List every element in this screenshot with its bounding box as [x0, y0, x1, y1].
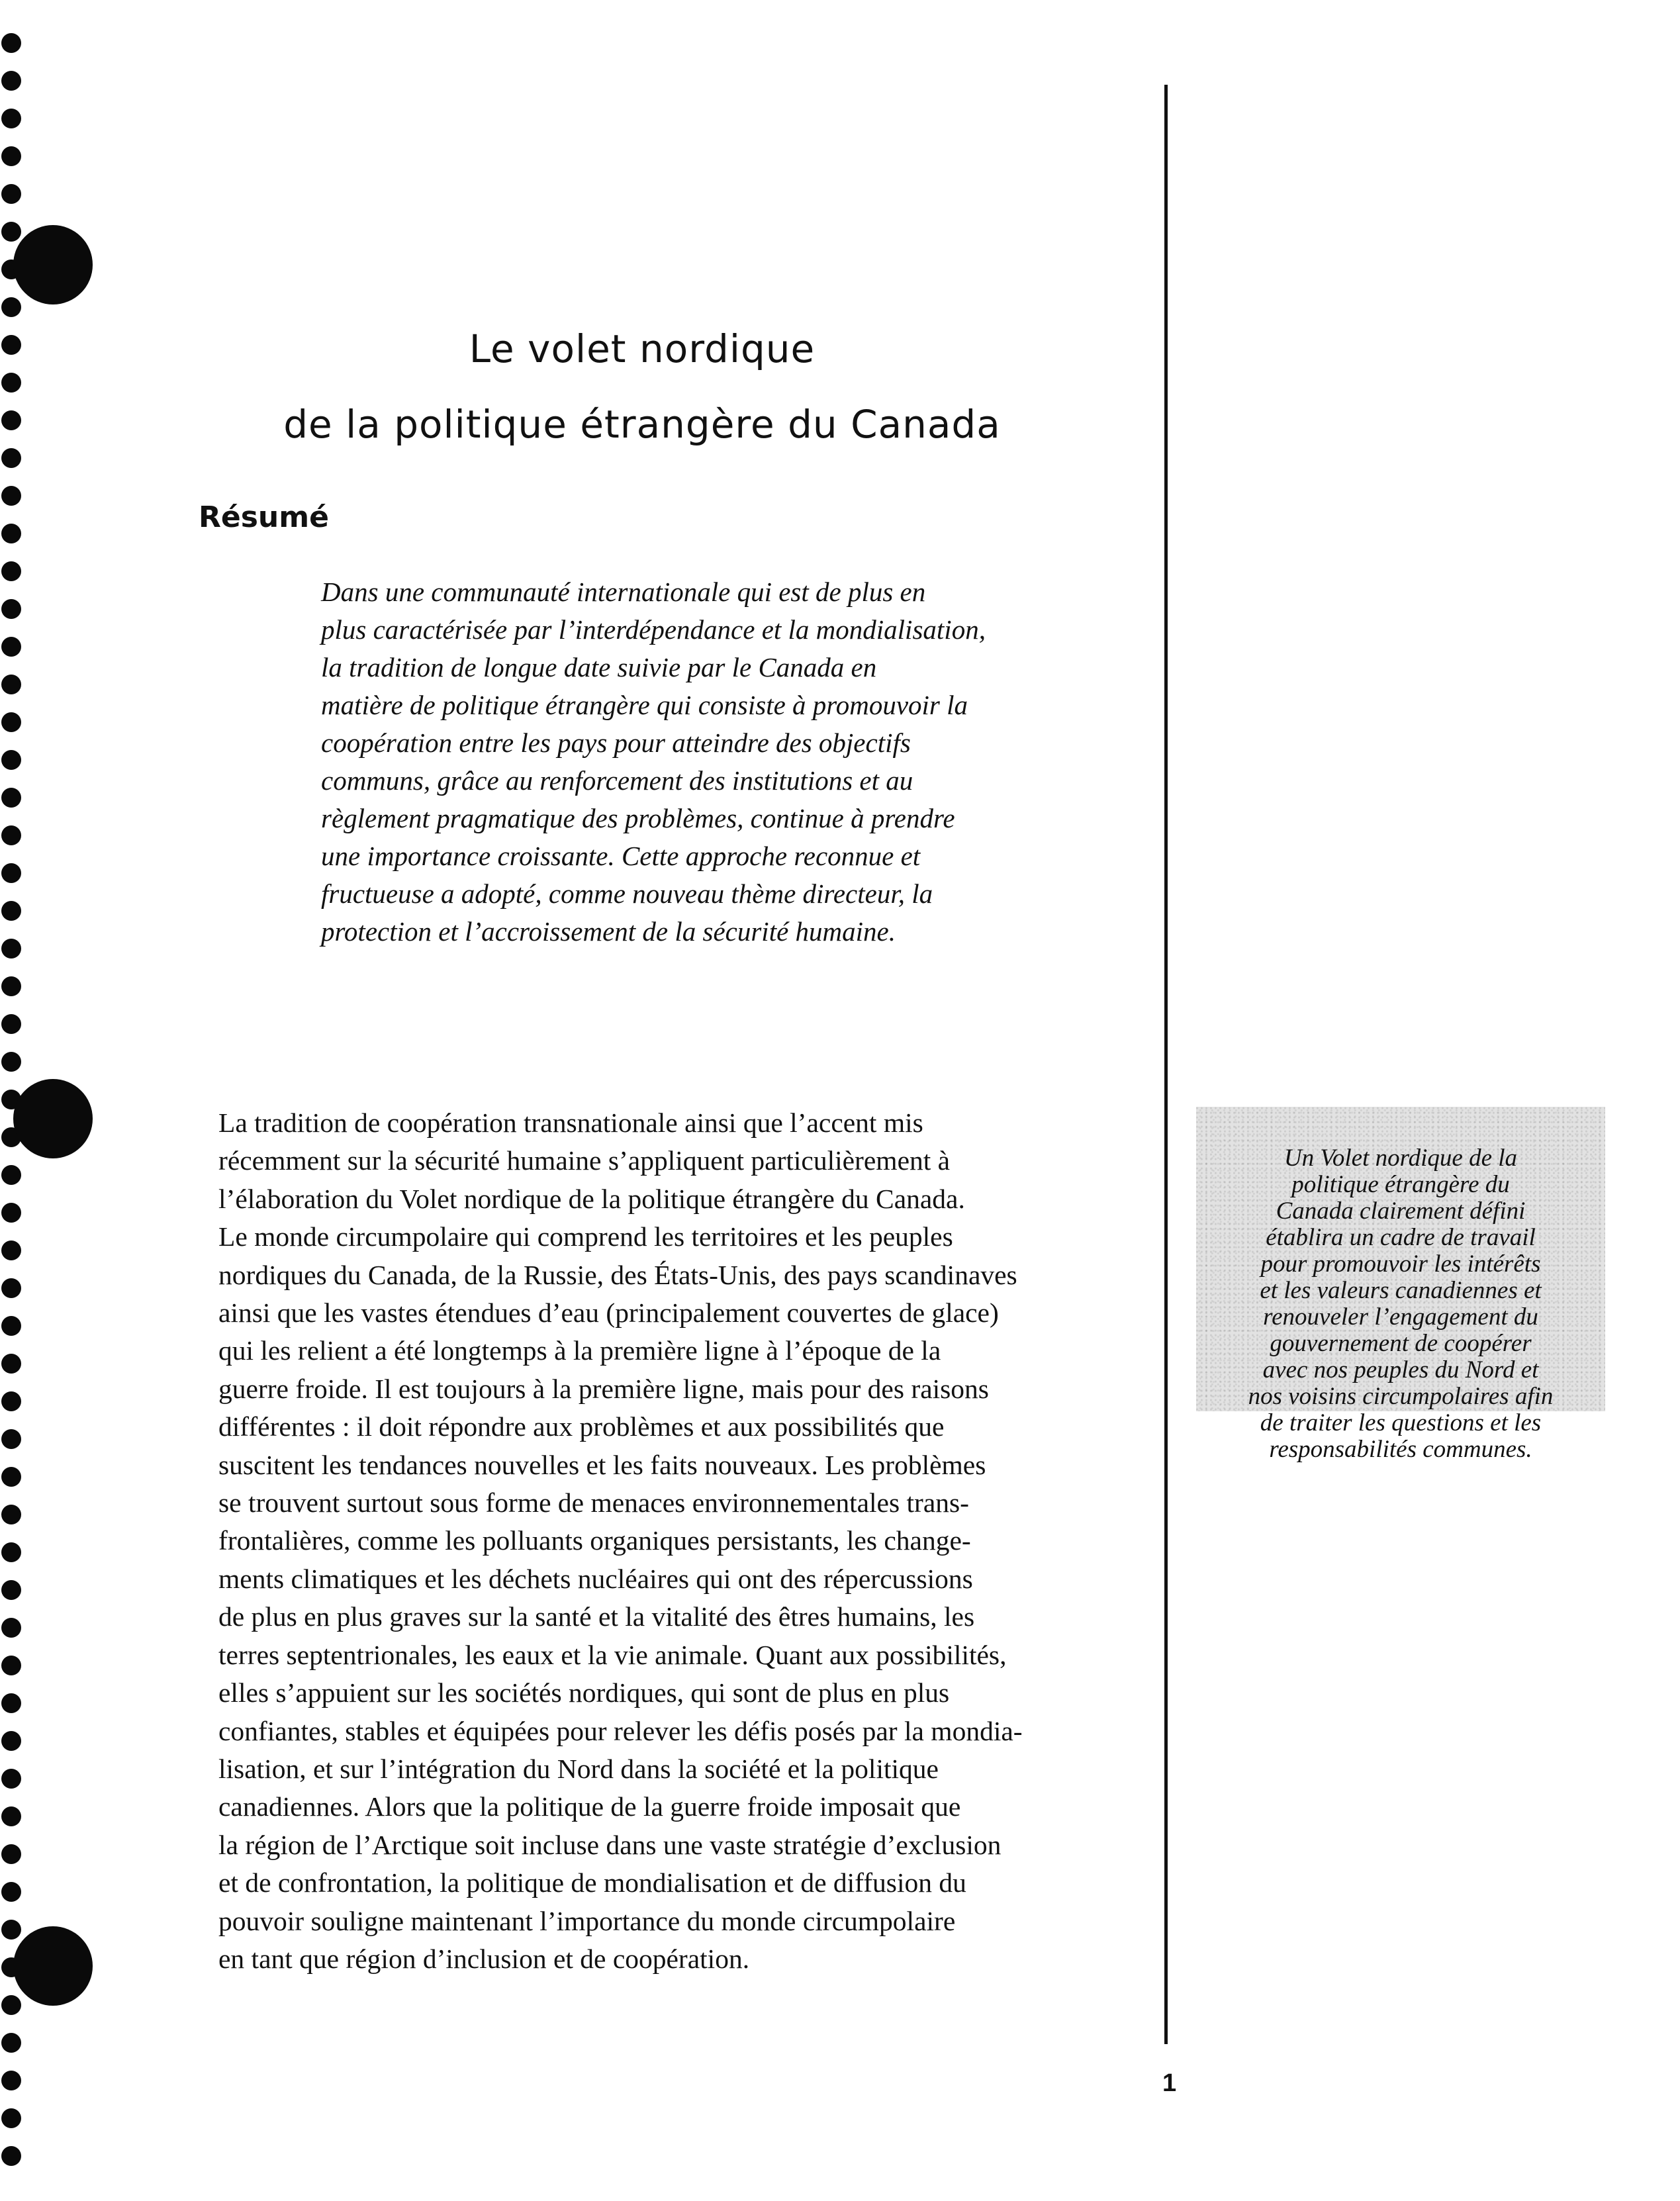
binding-hole [1, 1505, 21, 1524]
pull-quote-line: politique étrangère du [1291, 1171, 1510, 1198]
summary-line: protection et l’accroissement de la sécurité humaine. [321, 916, 896, 947]
body-line: suscitent les tendances nouvelles et les faits nouveaux. Les problèmes [218, 1449, 986, 1480]
binding-hole [1, 2071, 21, 2090]
binding-hole [1, 1618, 21, 1638]
body-line: différentes : il doit répondre aux problèmes et aux possibilités que [218, 1411, 945, 1442]
body-line: de plus en plus graves sur la santé et la vitalité des êtres humains, les [218, 1601, 975, 1632]
binding-hole [1, 2108, 21, 2128]
summary-line: la tradition de longue date suivie par le Canada en [321, 652, 877, 682]
body-line: nordiques du Canada, de la Russie, des États-Unis, des pays scandinaves [218, 1259, 1017, 1290]
body-line: ainsi que les vastes étendues d’eau (principalement couvertes de glace) [218, 1297, 999, 1329]
title-line-1: Le volet nordique [469, 326, 816, 371]
binding-hole [1, 184, 21, 204]
binding-hole [1, 712, 21, 732]
page-number: 1 [1162, 2069, 1177, 2097]
binding-hole [1, 1316, 21, 1336]
pull-quote-line: Canada clairement défini [1276, 1197, 1526, 1225]
page-title [225, 311, 1059, 462]
binding-hole [1, 788, 21, 808]
binding-hole [1, 1656, 21, 1675]
binding-hole [1, 1882, 21, 1902]
binding-hole [1, 1429, 21, 1449]
binding-hole [1, 524, 21, 543]
binding-hole [1, 1278, 21, 1298]
summary-line: matière de politique étrangère qui consiste à promouvoir la [321, 690, 968, 720]
binding-hole [1, 1769, 21, 1789]
binding-hole [1, 825, 21, 845]
pull-quote-line: avec nos peuples du Nord et [1262, 1356, 1539, 1383]
binding-hole [1, 410, 21, 430]
binding-hole [1, 976, 21, 996]
summary-line: plus caractérisée par l’interdépendance et la mondialisation, [321, 614, 986, 645]
binding-hole [1, 1052, 21, 1072]
binding-hole [1, 599, 21, 619]
binding-hole [1, 750, 21, 770]
summary-line: règlement pragmatique des problèmes, continue à prendre [321, 803, 955, 833]
summary-paragraph [321, 573, 1043, 951]
body-line: terres septentrionales, les eaux et la vie animale. Quant aux possibilités, [218, 1639, 1007, 1670]
binding-hole [1, 1995, 21, 2015]
pull-quote-text [1203, 1145, 1599, 1463]
body-line: l’élaboration du Volet nordique de la politique étrangère du Canada. [218, 1183, 965, 1214]
pull-quote-line: de traiter les questions et les [1260, 1409, 1542, 1436]
binding-hole [1, 373, 21, 393]
binding-hole [1, 901, 21, 921]
binding-hole-large [13, 1079, 93, 1158]
binding-hole [1, 71, 21, 91]
body-line: canadiennes. Alors que la politique de la guerre froide imposait que [218, 1791, 961, 1822]
pull-quote-line: Un Volet nordique de la [1283, 1145, 1518, 1172]
pull-quote-line: pour promouvoir les intérêts [1260, 1250, 1541, 1278]
binding-hole [1, 1203, 21, 1223]
summary-line: communs, grâce au renforcement des institutions et au [321, 765, 913, 796]
body-line: et de confrontation, la politique de mondialisation et de diffusion du [218, 1867, 966, 1898]
body-line: se trouvent surtout sous forme de menaces environnementales trans- [218, 1487, 969, 1519]
pull-quote-line: responsabilités communes. [1269, 1436, 1532, 1463]
summary-line: fructueuse a adopté, comme nouveau thème directeur, la [321, 878, 933, 909]
binding-hole [1, 448, 21, 468]
body-paragraph [218, 1104, 1152, 1978]
pull-quote-line: renouveler l’engagement du [1263, 1303, 1538, 1331]
binding-hole [1, 561, 21, 581]
binding-hole [1, 335, 21, 355]
binding-hole [1, 1806, 21, 1826]
binding-hole [1, 297, 21, 317]
binding-hole [1, 33, 21, 53]
binding-hole [1, 1391, 21, 1411]
body-line: pouvoir souligne maintenant l’importance du monde circumpolaire [218, 1905, 956, 1936]
binding-hole [1, 1580, 21, 1600]
binding-hole [1, 1731, 21, 1751]
body-line: guerre froide. Il est toujours à la première ligne, mais pour des raisons [218, 1373, 989, 1404]
summary-line: coopération entre les pays pour atteindre des objectifs [321, 727, 911, 758]
body-line: la région de l’Arctique soit incluse dans une vaste stratégie d’exclusion [218, 1829, 1002, 1860]
binding-hole [1, 1354, 21, 1374]
section-heading: Résumé [199, 500, 329, 534]
body-line: lisation, et sur l’intégration du Nord dans la société et la politique [218, 1753, 939, 1784]
binding-hole [1, 1241, 21, 1260]
body-line: récemment sur la sécurité humaine s’appliquent particulièrement à [218, 1145, 951, 1176]
summary-line: une importance croissante. Cette approche reconnue et [321, 841, 921, 871]
binding-hole [1, 1542, 21, 1562]
vertical-rule [1164, 85, 1168, 2044]
title-line-2: de la politique étrangère du Canada [283, 402, 1001, 447]
body-line: ments climatiques et les déchets nucléaires qui ont des répercussions [218, 1563, 973, 1594]
pull-quote-line: nos voisins circumpolaires afin [1248, 1383, 1554, 1410]
body-line: elles s’appuient sur les sociétés nordiques, qui sont de plus en plus [218, 1677, 950, 1709]
pull-quote-line: gouvernement de coopérer [1270, 1330, 1532, 1357]
body-line: La tradition de coopération transnationale ainsi que l’accent mis [218, 1107, 923, 1138]
binding-hole [1, 222, 21, 242]
binding-hole [1, 1693, 21, 1713]
binding-hole [1, 486, 21, 506]
pull-quote-line: et les valeurs canadiennes et [1260, 1277, 1542, 1304]
binding-hole [1, 1920, 21, 1940]
binding-hole [1, 146, 21, 166]
binding-hole-large [13, 225, 93, 304]
body-line: qui les relient a été longtemps à la première ligne à l’époque de la [218, 1335, 941, 1366]
binding-hole [1, 109, 21, 128]
binding-hole [1, 2033, 21, 2053]
binding-hole [1, 637, 21, 657]
binding-hole [1, 1165, 21, 1185]
binding-hole [1, 2146, 21, 2166]
pull-quote-box [1196, 1107, 1605, 1463]
binding-hole [1, 1467, 21, 1487]
binding-hole [1, 939, 21, 959]
summary-line: Dans une communauté internationale qui est de plus en [321, 577, 926, 607]
body-line: confiantes, stables et équipées pour relever les défis posés par la mondia- [218, 1715, 1023, 1746]
binding-hole [1, 1014, 21, 1034]
body-line: en tant que région d’inclusion et de coopération. [218, 1943, 750, 1974]
binding-hole [1, 675, 21, 694]
body-line: Le monde circumpolaire qui comprend les territoires et les peuples [218, 1221, 953, 1252]
binding-hole-large [13, 1926, 93, 2006]
binding-hole [1, 863, 21, 883]
binding-hole [1, 1844, 21, 1864]
binding-holes [0, 33, 40, 2184]
body-line: frontalières, comme les polluants organiques persistants, les change- [218, 1525, 971, 1556]
pull-quote-line: établira un cadre de travail [1266, 1224, 1536, 1251]
